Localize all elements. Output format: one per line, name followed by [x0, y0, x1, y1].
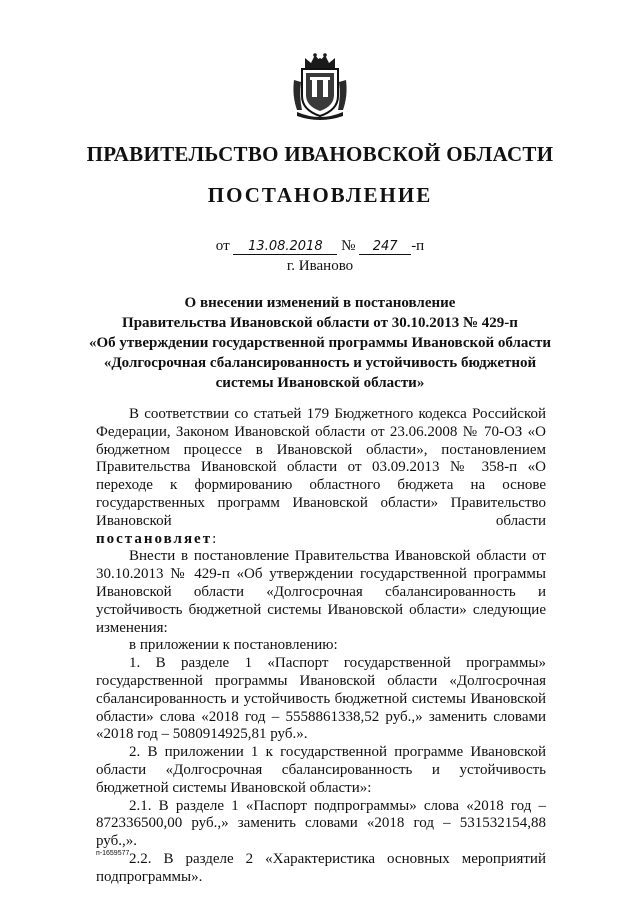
city: г. Иваново: [286, 258, 354, 274]
resolves-colon: :: [212, 530, 217, 547]
resolves-word: постановляет: [96, 530, 213, 547]
number-sign: №: [341, 238, 356, 254]
date-prefix: от: [215, 238, 230, 254]
paragraph-annex: в приложении к постановлению:: [129, 637, 338, 654]
date-number-line: [0, 238, 640, 255]
government-name: ПРАВИТЕЛЬСТВО ИВАНОВСКОЙ ОБЛАСТИ: [86, 142, 554, 166]
title-line: Правительства Ивановской области от 30.10.2013 № 429-п: [122, 315, 518, 331]
paragraph-preamble: В соответствии со статьей 179 Бюджетного кодекса Российской Федерации, Законом Ивановской области от 23.06.2008 № 70-ОЗ «О бюджетном процессе в Ивановской области», постановлением Правительства Ивановской области от 03.09.2013 № 358-п «О переходе к формированию областного бюджета на основе государственных программ Ивановской области» Правительство Ивановской области: [96, 406, 546, 529]
title-line: «Об утверждении государственной программы Ивановской области: [88, 335, 552, 351]
document-title: [88, 293, 552, 393]
title-line: системы Ивановской области»: [215, 375, 425, 391]
handwritten-date: 13.08.2018: [233, 239, 337, 255]
footer-code: п-1659577: [96, 850, 130, 857]
paragraph-item-2-1: 2.1. В разделе 1 «Паспорт подпрограммы» слова «2018 год – 872336500,00 руб.,» заменить словами «2018 год – 531532154,88 руб.,».: [96, 797, 546, 850]
coat-of-arms-emblem: [291, 52, 349, 120]
number-suffix: -п: [411, 238, 425, 254]
title-line: «Долгосрочная сбалансированность и устойчивость бюджетной: [103, 355, 537, 371]
paragraph-item-2: 2. В приложении 1 к государственной программе Ивановской области «Долгосрочная сбалансированность и устойчивость бюджетной системы Ивановской области»:: [96, 744, 546, 796]
handwritten-number: 247: [359, 239, 411, 255]
document-body: [96, 406, 546, 887]
resolves-line: [96, 531, 546, 549]
paragraph-item-1: 1. В разделе 1 «Паспорт государственной программы» государственной программы Ивановской области «Долгосрочная сбалансированность и устойчивость бюджетной системы Ивановской области» слова «2018 год – 5558861338,52 руб.,» заменить словами «2018 год – 5080914925,81 руб.».: [96, 655, 546, 743]
paragraph-item-2-2: 2.2. В разделе 2 «Характеристика основных мероприятий подпрограммы».: [96, 850, 546, 885]
title-line: О внесении изменений в постановление: [184, 295, 456, 311]
document-type: ПОСТАНОВЛЕНИЕ: [207, 183, 433, 207]
paragraph-main: Внести в постановление Правительства Ивановской области от 30.10.2013 № 429-п «Об утверждении государственной программы Ивановской области «Долгосрочная сбалансированность и устойчивость бюджетной системы Ивановской области» следующие изменения:: [96, 548, 546, 636]
